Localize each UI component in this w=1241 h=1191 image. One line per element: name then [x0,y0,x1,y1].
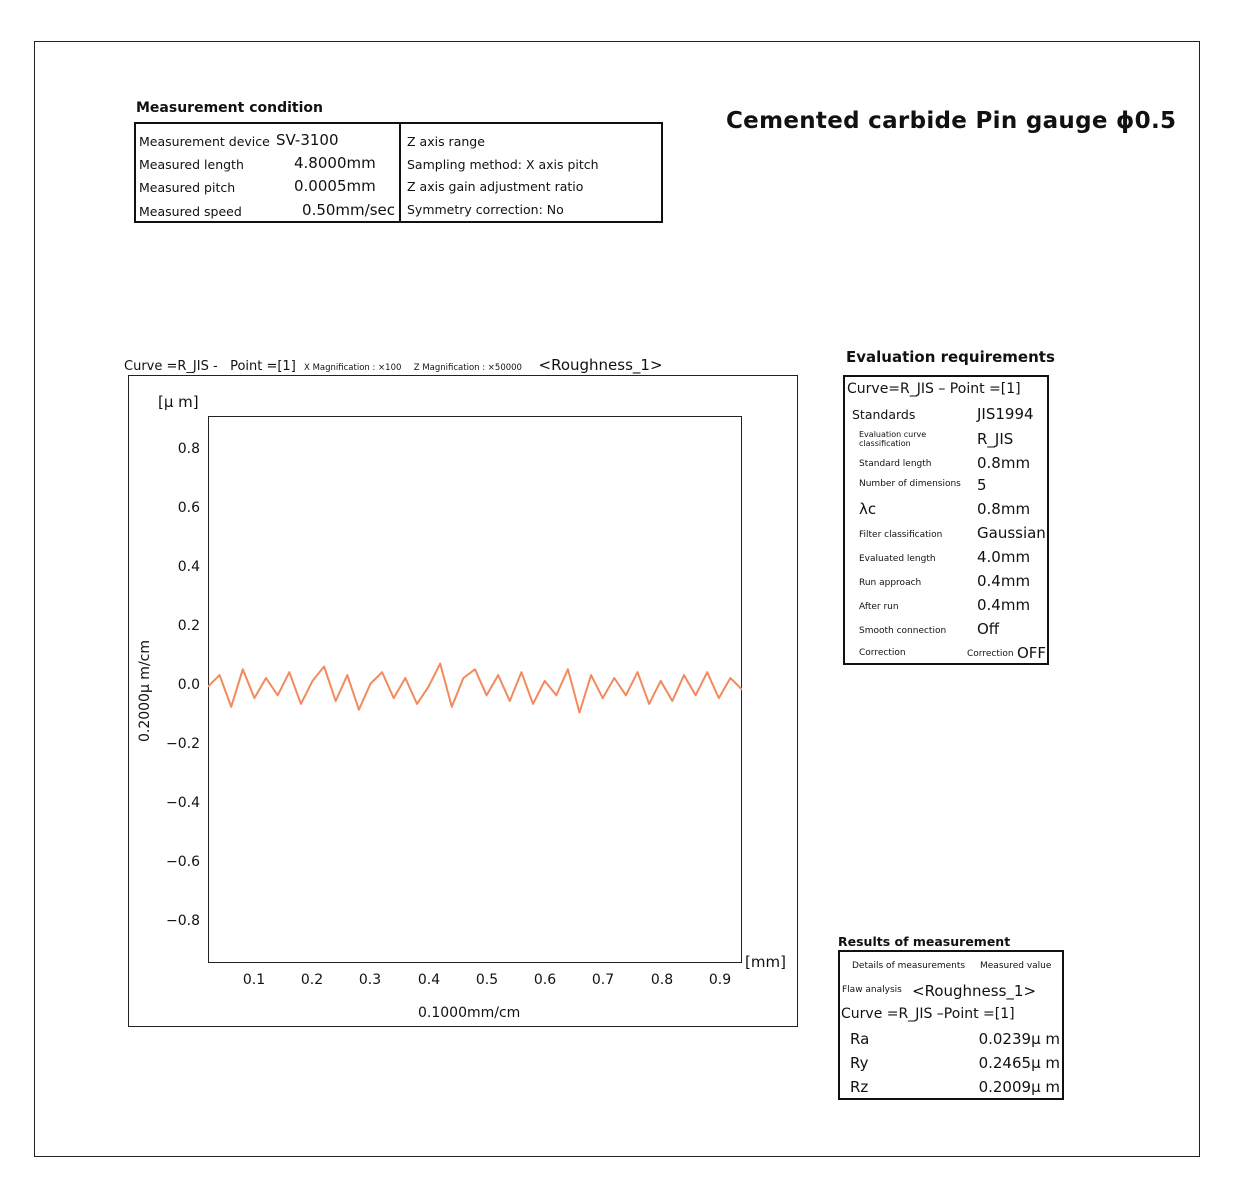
mc-value: 0.0005mm [294,177,376,195]
mc-value: 0.50mm/sec [302,201,395,219]
data-point [347,674,349,676]
results-col-details: Details of measurements [852,961,966,971]
data-point [532,703,534,705]
graph-point: Point =[1] [230,359,296,374]
data-point [590,674,592,676]
evaluation-value: 5 [977,476,987,494]
data-point [718,697,720,699]
data-point [497,674,499,676]
y-tick-label: −0.8 [166,913,200,929]
mc-label: Measured pitch [139,180,236,195]
evaluation-label: After run [859,602,899,612]
data-point [242,669,244,671]
data-point [289,671,291,673]
evaluation-value-prefix: Correction [967,649,1014,659]
evaluation-label: Standards [852,407,916,422]
x-tick-label: 0.9 [708,972,732,988]
mc-label: Measured length [139,157,244,172]
mc-right-item: Z axis gain adjustment ratio [407,179,584,194]
mc-right-item: Symmetry correction: No [407,202,564,217]
y-unit-label: [μ m] [158,393,199,411]
x-tick-label: 0.8 [650,972,674,988]
data-point [544,680,546,682]
mc-row [139,200,395,222]
data-point [556,695,558,697]
measurement-condition-heading: Measurement condition [136,100,323,116]
measurement-condition-left [136,124,401,221]
series-line [208,664,742,713]
data-point [323,666,325,668]
data-point [567,669,569,671]
data-point [648,703,650,705]
evaluation-label: Evaluated length [859,554,936,564]
data-point [672,700,674,702]
results-param: Rz [850,1078,869,1096]
data-point [219,674,221,676]
evaluation-label: Run approach [859,578,922,588]
data-point [660,680,662,682]
evaluation-value: OFF [1016,644,1046,662]
results-value: 0.0239μ m [978,1030,1060,1048]
evaluation-header-text: Curve=R_JIS – Point =[1] [847,381,1021,397]
data-point [451,706,453,708]
x-tick-label: 0.7 [591,972,615,988]
evaluation-value: 0.4mm [977,572,1031,590]
evaluation-label: Number of dimensions [859,479,961,489]
y-tick-label: −0.4 [166,795,200,811]
mc-row [139,153,395,175]
plot-area [209,417,742,963]
data-point [509,700,511,702]
data-point [602,697,604,699]
graph-z-magnification: Z Magnification : ×50000 [413,363,522,373]
data-point [381,671,383,673]
roughness-plot [208,416,742,963]
data-point [730,677,732,679]
data-point [439,663,441,665]
data-point [312,680,314,682]
results-table [838,950,1064,1100]
evaluation-label: Evaluation curve classification [859,430,927,448]
data-point [706,671,708,673]
mc-row [139,130,395,152]
evaluation-heading: Evaluation requirements [846,348,1055,366]
results-value: 0.2465μ m [978,1054,1060,1072]
graph-x-magnification: X Magnification : ×100 [304,363,402,373]
y-tick-label: −0.6 [166,854,200,870]
evaluation-value: R_JIS [977,430,1014,448]
data-point [614,677,616,679]
graph-analysis: <Roughness_1> [538,356,663,374]
evaluation-label: λc [859,500,877,518]
data-point [405,677,407,679]
evaluation-value: 0.8mm [977,500,1031,518]
x-axis-label: 0.1000mm/cm [418,1005,521,1021]
evaluation-label: Filter classification [859,530,943,540]
y-tick-label: 0.8 [177,441,200,457]
data-point [637,671,639,673]
mc-label: Measured speed [139,204,242,219]
data-point [463,677,465,679]
results-heading: Results of measurement [838,934,1011,949]
results-param: Ry [850,1054,869,1072]
data-point [486,695,488,697]
results-curve-text: Curve =R_JIS –Point =[1] [841,1006,1015,1022]
results-col-value: Measured value [980,961,1052,971]
data-point [428,686,430,688]
data-point [579,712,581,714]
results-flaw-value: <Roughness_1> [912,982,1037,1000]
results-flaw-label: Flaw analysis [842,985,902,995]
evaluation-value: 0.4mm [977,596,1031,614]
graph-curve: Curve =R_JIS - [124,359,218,374]
data-point [683,674,685,676]
data-point [335,700,337,702]
y-tick-label: −0.2 [166,736,200,752]
evaluation-value: JIS1994 [977,405,1034,423]
data-point [521,671,523,673]
results-value: 0.2009μ m [978,1078,1060,1096]
data-point [277,695,279,697]
mc-value: SV-3100 [276,131,339,149]
y-tick-label: 0.0 [177,677,200,693]
data-point [300,703,302,705]
data-point [416,703,418,705]
data-point [370,683,372,685]
x-tick-label: 0.2 [300,972,324,988]
data-point [265,677,267,679]
data-point [358,709,360,711]
data-point [230,706,232,708]
document-title: Cemented carbide Pin gauge ϕ0.5 [726,108,1177,134]
graph-header [124,356,663,374]
x-tick-label: 0.6 [533,972,557,988]
x-unit-label: [mm] [745,953,786,971]
evaluation-label: Smooth connection [859,626,947,636]
evaluation-value: Off [977,620,1000,638]
results-param: Ra [850,1030,870,1048]
x-tick-label: 0.3 [358,972,382,988]
mc-value: 4.8000mm [294,154,376,172]
evaluation-value: 0.8mm [977,454,1031,472]
series-layer [208,663,742,714]
data-point [625,695,627,697]
x-tick-label: 0.5 [475,972,499,988]
data-point [474,669,476,671]
data-point [254,697,256,699]
evaluation-table [843,375,1049,665]
y-axis-label: 0.2000μ m/cm [137,639,153,743]
evaluation-value: Gaussian [977,524,1046,542]
y-tick-label: 0.4 [177,559,200,575]
y-tick-label: 0.2 [177,618,200,634]
mc-row [139,176,395,198]
evaluation-value: 4.0mm [977,548,1031,566]
evaluation-label: Standard length [859,459,932,469]
x-tick-label: 0.1 [242,972,266,988]
mc-right-item: Sampling method: X axis pitch [407,157,599,172]
mc-right-item: Z axis range [407,134,485,149]
data-point [695,695,697,697]
y-tick-label: 0.6 [177,500,200,516]
mc-label: Measurement device [139,134,270,149]
data-point [393,697,395,699]
measurement-condition-table [134,122,663,223]
evaluation-label: Correction [859,648,906,658]
x-tick-label: 0.4 [417,972,441,988]
